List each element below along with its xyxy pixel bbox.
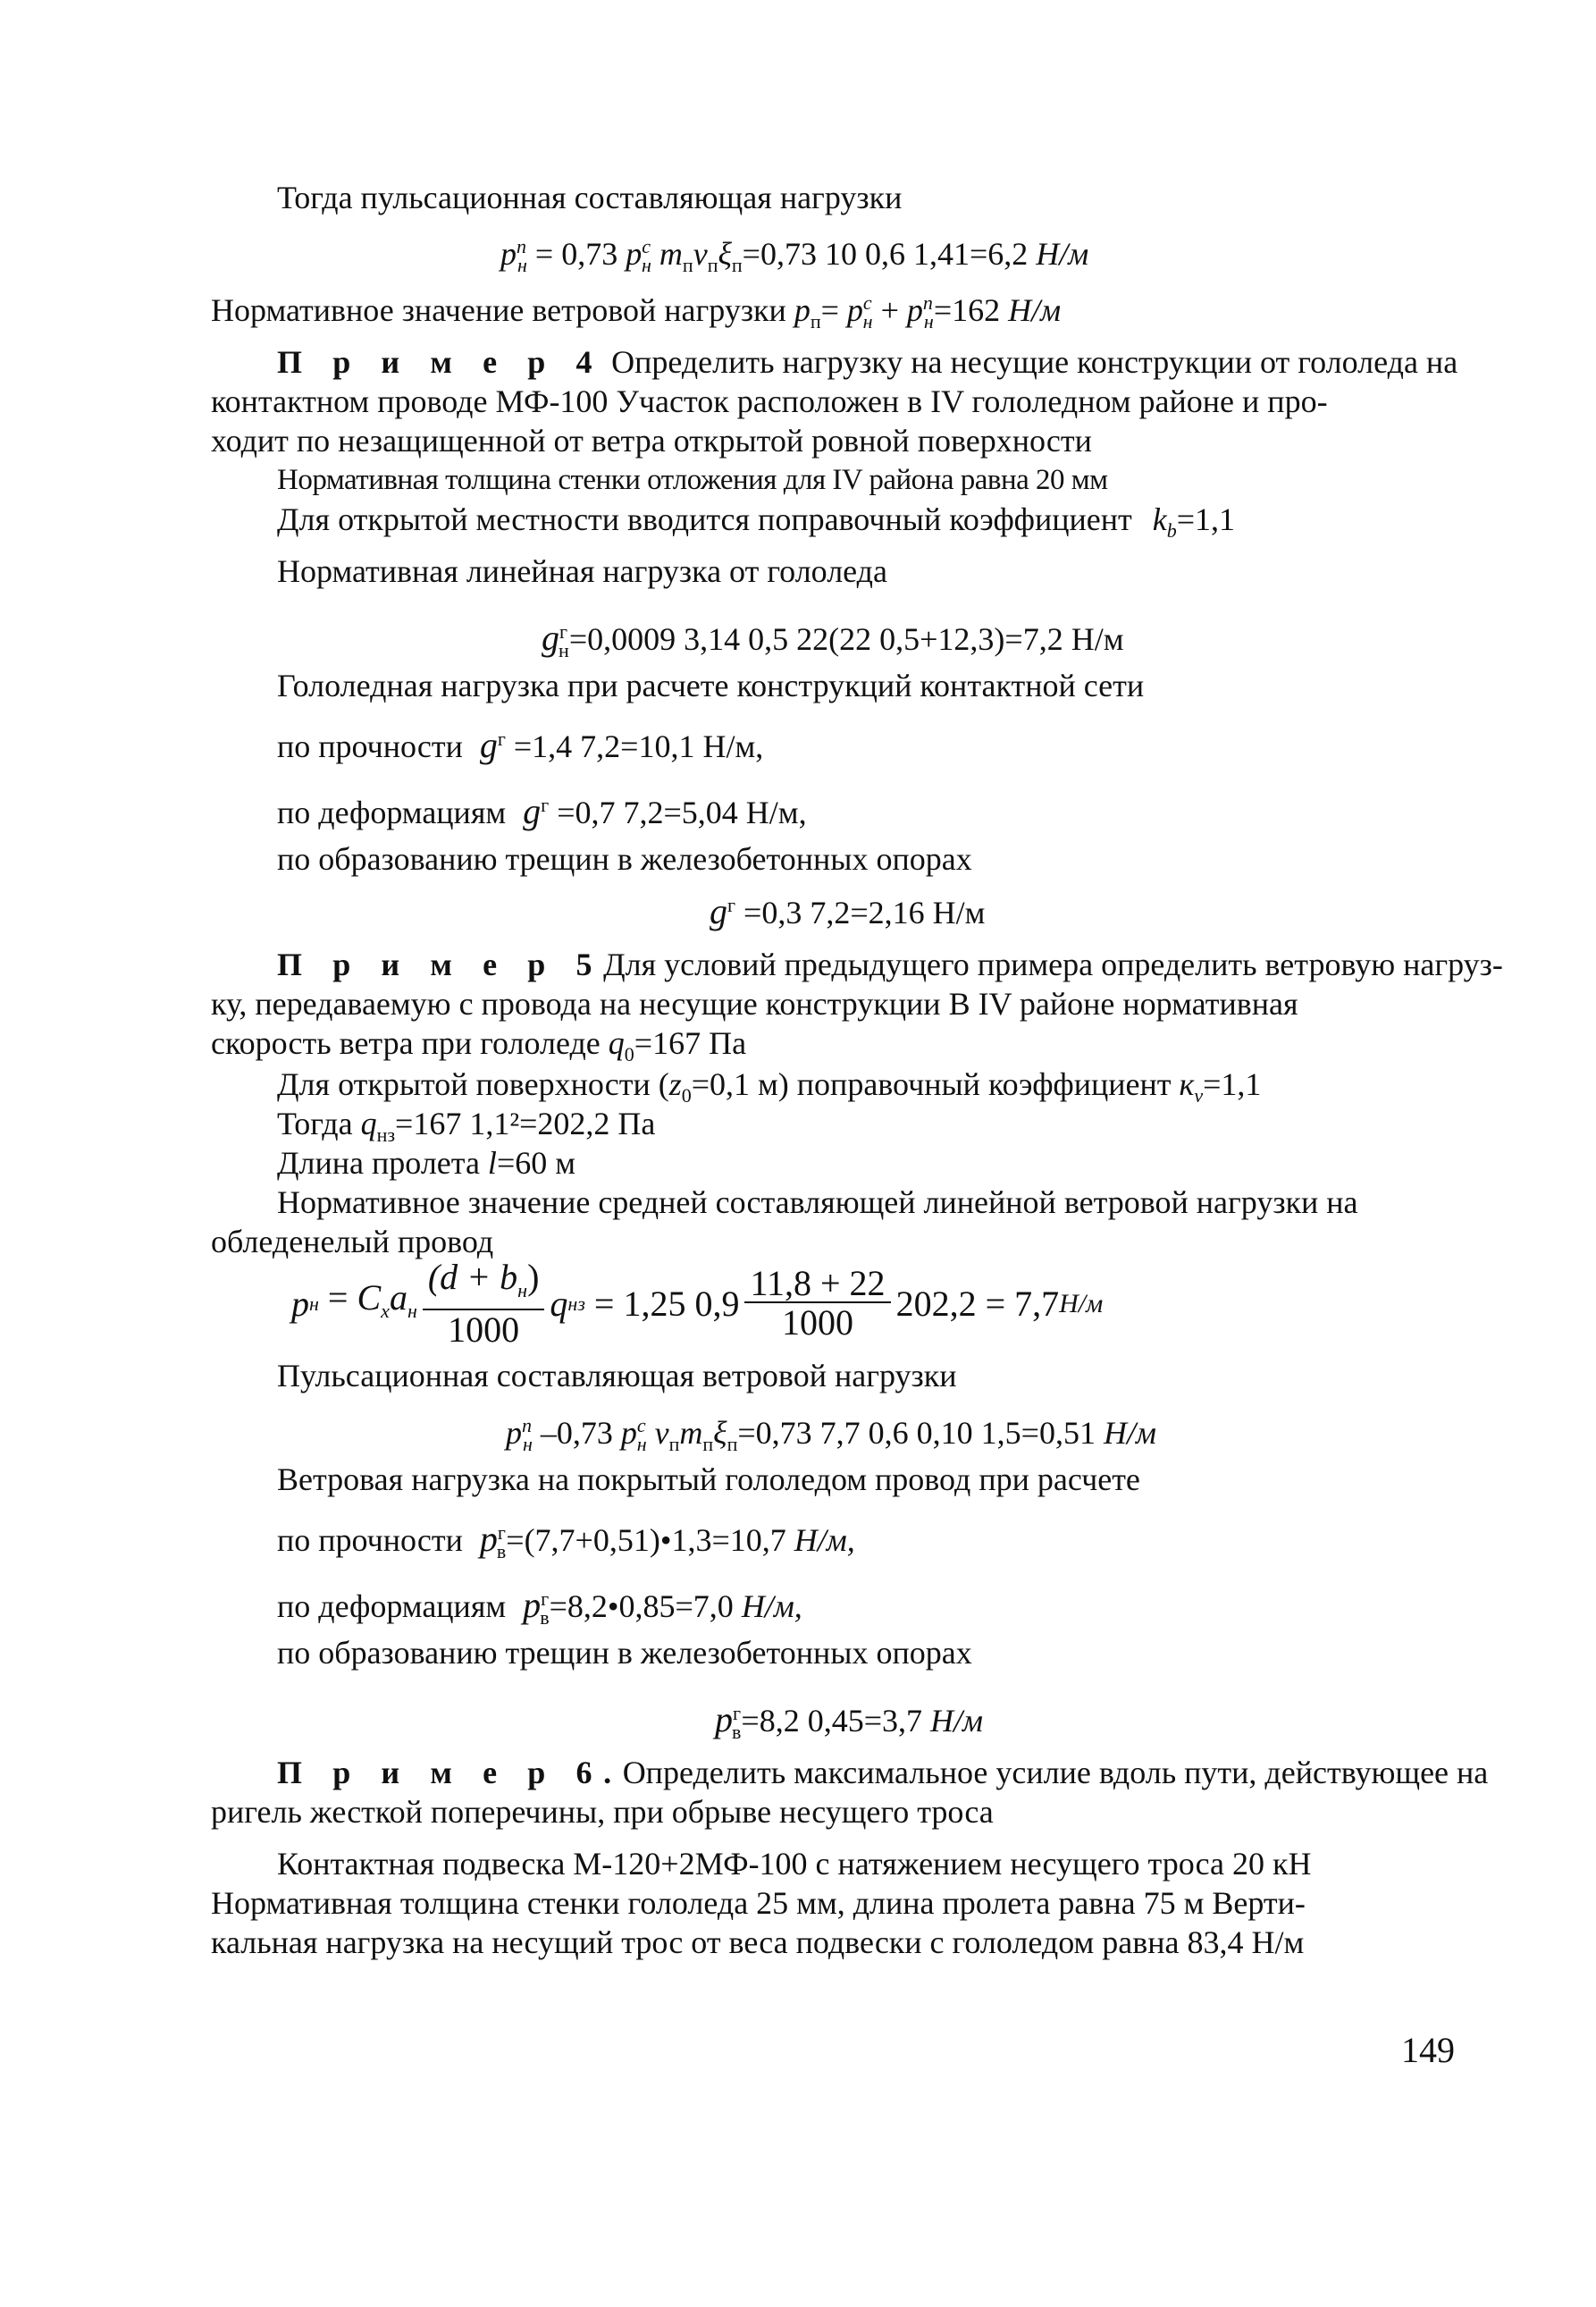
formula-wind-mean: p н = $C_xa_н$ $\frac{(d + b_н)}{1000}$ q нз = 1,25 0,9 $\frac{11,8 + 22}{1000}$ 202,2 = 7,7 Н/м bbox=[291, 1256, 1104, 1350]
formula-crack-wind: $p^г_в=8,2$ 0,45=3,7 Н/м bbox=[715, 1699, 984, 1744]
text-line: Ветровая нагрузка на покрытый гололедом провод при расчете bbox=[277, 1461, 1140, 1497]
text-line: Нормативное значение средней составляющей линейной ветровой нагрузки на bbox=[277, 1184, 1358, 1220]
text-line: по прочности $p^г_в=(7,7+0,51)•1,3=10,7$ Н/м, bbox=[277, 1519, 855, 1563]
text-line: по деформациям $p^г_в=8,2•0,85=7,0$ Н/м, bbox=[277, 1585, 802, 1629]
text-line: Тогда пульсационная составляющая нагрузки bbox=[277, 180, 903, 215]
formula-pulsation-2: $p^п_н$ –0,73 $p^с_н$ $\nu_пm_п\xi_п=0,73$ 7,7 0,6 0,10 1,5=0,51 Н/м bbox=[506, 1414, 1156, 1456]
text-line: контактном проводе МФ-100 Участок расположен в IV гололедном районе и про- bbox=[211, 383, 1328, 419]
text-line: Нормативная толщина стенки гололеда 25 мм, длина пролета равна 75 м Верти- bbox=[211, 1885, 1306, 1921]
text-line: по образованию трещин в железобетонных опорах bbox=[277, 1635, 972, 1671]
text-line: ходит по незащищенной от ветра открытой ровной поверхности bbox=[211, 423, 1092, 459]
text-line: кальная нагрузка на несущий трос от веса подвески с гололедом равна 83,4 Н/м bbox=[211, 1924, 1305, 1960]
text-line: обледенелый провод bbox=[211, 1224, 494, 1259]
text-line: Для открытой поверхности ($z_0=0,1$ м) поправочный коэффициент $к_v=1,1$ bbox=[277, 1066, 1262, 1107]
text-line: ку, передаваемую с провода на несущие конструкции В IV районе нормативная bbox=[211, 986, 1298, 1022]
example-4-line-1: П р и м е р 4 Определить нагрузку на несущие конструкции от гололеда на bbox=[277, 344, 1458, 380]
text-line: Нормативное значение ветровой нагрузки $p_п= p^с_н + p^п_н=162$ Н/м bbox=[211, 291, 1062, 333]
formula-ice-load: $g^г_н=0,0009$ 3,14 0,5 22(22 0,5+12,3)=7,2 Н/м bbox=[542, 618, 1124, 662]
text-line: по деформациям $g^г =0,7$ 7,2=5,04 Н/м, bbox=[277, 791, 807, 831]
text-line: ригель жесткой поперечины, при обрыве несущего троса bbox=[211, 1794, 994, 1830]
text-line: Нормативная толщина стенки отложения для IV района равна 20 мм bbox=[277, 464, 1108, 496]
text-line: Нормативная линейная нагрузка от гололеда bbox=[277, 553, 887, 589]
text-line: Тогда $q_{нз}=167$ 1,1²=202,2 Па bbox=[277, 1106, 656, 1147]
text-line: Пульсационная составляющая ветровой нагрузки bbox=[277, 1358, 957, 1393]
fraction: $\frac{11,8 + 22}{1000}$ bbox=[744, 1266, 890, 1343]
formula-crack: $g^г =0,3$ 7,2=2,16 Н/м bbox=[710, 891, 986, 931]
text-line: Гололедная нагрузка при расчете конструкций контактной сети bbox=[277, 668, 1145, 703]
text-line: скорость ветра при гололеде $q_0=167$ Па bbox=[211, 1025, 747, 1066]
text-line: Длина пролета l=60 м bbox=[277, 1145, 576, 1181]
text-line: Контактная подвеска М-120+2МФ-100 с натяжением несущего троса 20 кН bbox=[277, 1846, 1312, 1882]
text-line: Для открытой местности вводится поправочный коэффициент $k_b=1,1$ bbox=[277, 501, 1236, 543]
fraction: $\frac{(d + b_н)}{1000}$ bbox=[423, 1259, 545, 1350]
example-6-line-1: П р и м е р 6.Определить максимальное усилие вдоль пути, действующее на bbox=[277, 1755, 1489, 1790]
page-number: 149 bbox=[1401, 2030, 1455, 2070]
text-line: по образованию трещин в железобетонных опорах bbox=[277, 841, 972, 877]
formula-pulsation: $p^п_н = 0,73$ $p^с_н$ $m_п\nu_п\xi_п=0,73$ 10 0,6 1,41=6,2 Н/м bbox=[500, 235, 1089, 277]
example-5-line-1: П р и м е р 5Для условий предыдущего примера определить ветровую нагруз- bbox=[277, 947, 1503, 982]
text-line: по прочности $g^г =1,4$ 7,2=10,1 Н/м, bbox=[277, 725, 764, 765]
